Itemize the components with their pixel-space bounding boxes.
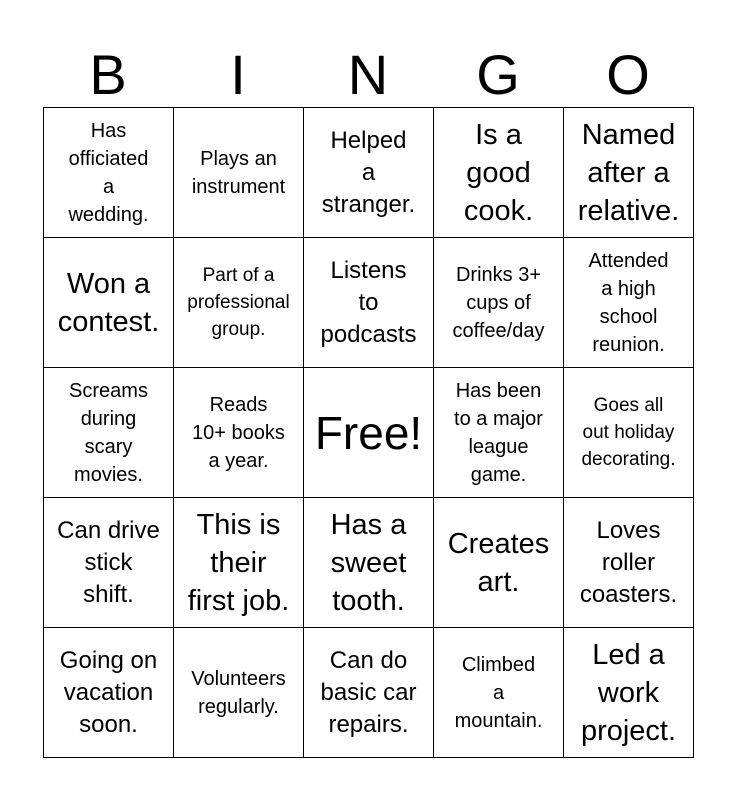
header-letter-o: O — [606, 43, 650, 106]
bingo-cell-text: Won a contest. — [57, 267, 160, 338]
bingo-grid — [43, 107, 694, 758]
bingo-cell[interactable] — [174, 108, 304, 238]
bingo-cell[interactable] — [174, 368, 304, 498]
bingo-cell-text: Is a good cook. — [463, 118, 534, 227]
bingo-cell-text: Climbed a mountain. — [454, 653, 543, 732]
bingo-cell-text: This is their first job. — [187, 508, 290, 617]
bingo-cell-text: Can do basic car repairs. — [320, 646, 417, 738]
bingo-cell[interactable] — [174, 628, 304, 758]
bingo-cell[interactable] — [304, 108, 434, 238]
header-letter-n: N — [347, 43, 389, 106]
bingo-header — [43, 44, 693, 106]
bingo-cell-text: Creates art. — [447, 527, 550, 598]
bingo-cell-text: Part of a professional group. — [187, 265, 290, 340]
bingo-cell-text: Free! — [314, 406, 423, 459]
bingo-cell[interactable] — [304, 238, 434, 368]
bingo-cell-text: Volunteers regularly. — [191, 667, 286, 718]
bingo-cell[interactable] — [434, 368, 564, 498]
bingo-cell[interactable] — [44, 238, 174, 368]
bingo-cell-text: Drinks 3+ cups of coffee/day — [452, 263, 545, 342]
bingo-cell[interactable] — [564, 108, 694, 238]
bingo-cell[interactable] — [434, 628, 564, 758]
header-letter-b: B — [89, 43, 127, 106]
bingo-cell[interactable] — [44, 368, 174, 498]
bingo-cell[interactable] — [434, 498, 564, 628]
bingo-cell-text: Going on vacation soon. — [59, 646, 158, 738]
bingo-cell-text: Reads 10+ books a year. — [192, 393, 285, 472]
bingo-cell-text: Plays an instrument — [191, 147, 286, 198]
bingo-cell-text: Screams during scary movies. — [69, 379, 148, 486]
bingo-cell[interactable] — [434, 108, 564, 238]
bingo-cell[interactable] — [44, 628, 174, 758]
header-letter-i: I — [230, 43, 246, 106]
bingo-cell[interactable] — [434, 238, 564, 368]
bingo-cell-text: Has a sweet tooth. — [330, 508, 407, 617]
bingo-cell[interactable] — [304, 628, 434, 758]
bingo-cell[interactable] — [44, 498, 174, 628]
bingo-cell-text: Has officiated a wedding. — [68, 119, 149, 226]
bingo-cell-text: Can drive stick shift. — [57, 516, 160, 608]
bingo-cell[interactable] — [564, 498, 694, 628]
bingo-cell[interactable] — [174, 498, 304, 628]
bingo-cell-text: Has been to a major league game. — [454, 379, 543, 486]
free-space-cell[interactable] — [304, 368, 434, 498]
bingo-cell-text: Loves roller coasters. — [579, 516, 678, 608]
bingo-cell[interactable] — [304, 498, 434, 628]
bingo-cell-text: Led a work project. — [580, 638, 677, 747]
bingo-cell-text: Attended a high school reunion. — [588, 249, 669, 356]
bingo-cell[interactable] — [44, 108, 174, 238]
bingo-cell[interactable] — [564, 368, 694, 498]
bingo-cell-text: Listens to podcasts — [320, 256, 417, 348]
bingo-cell[interactable] — [564, 628, 694, 758]
bingo-cell-text: Named after a relative. — [577, 118, 680, 227]
bingo-cell-text: Helped a stranger. — [321, 126, 416, 218]
bingo-cell[interactable] — [564, 238, 694, 368]
header-letter-g: G — [476, 43, 520, 106]
bingo-cell[interactable] — [174, 238, 304, 368]
bingo-cell-text: Goes all out holiday decorating. — [581, 395, 676, 470]
